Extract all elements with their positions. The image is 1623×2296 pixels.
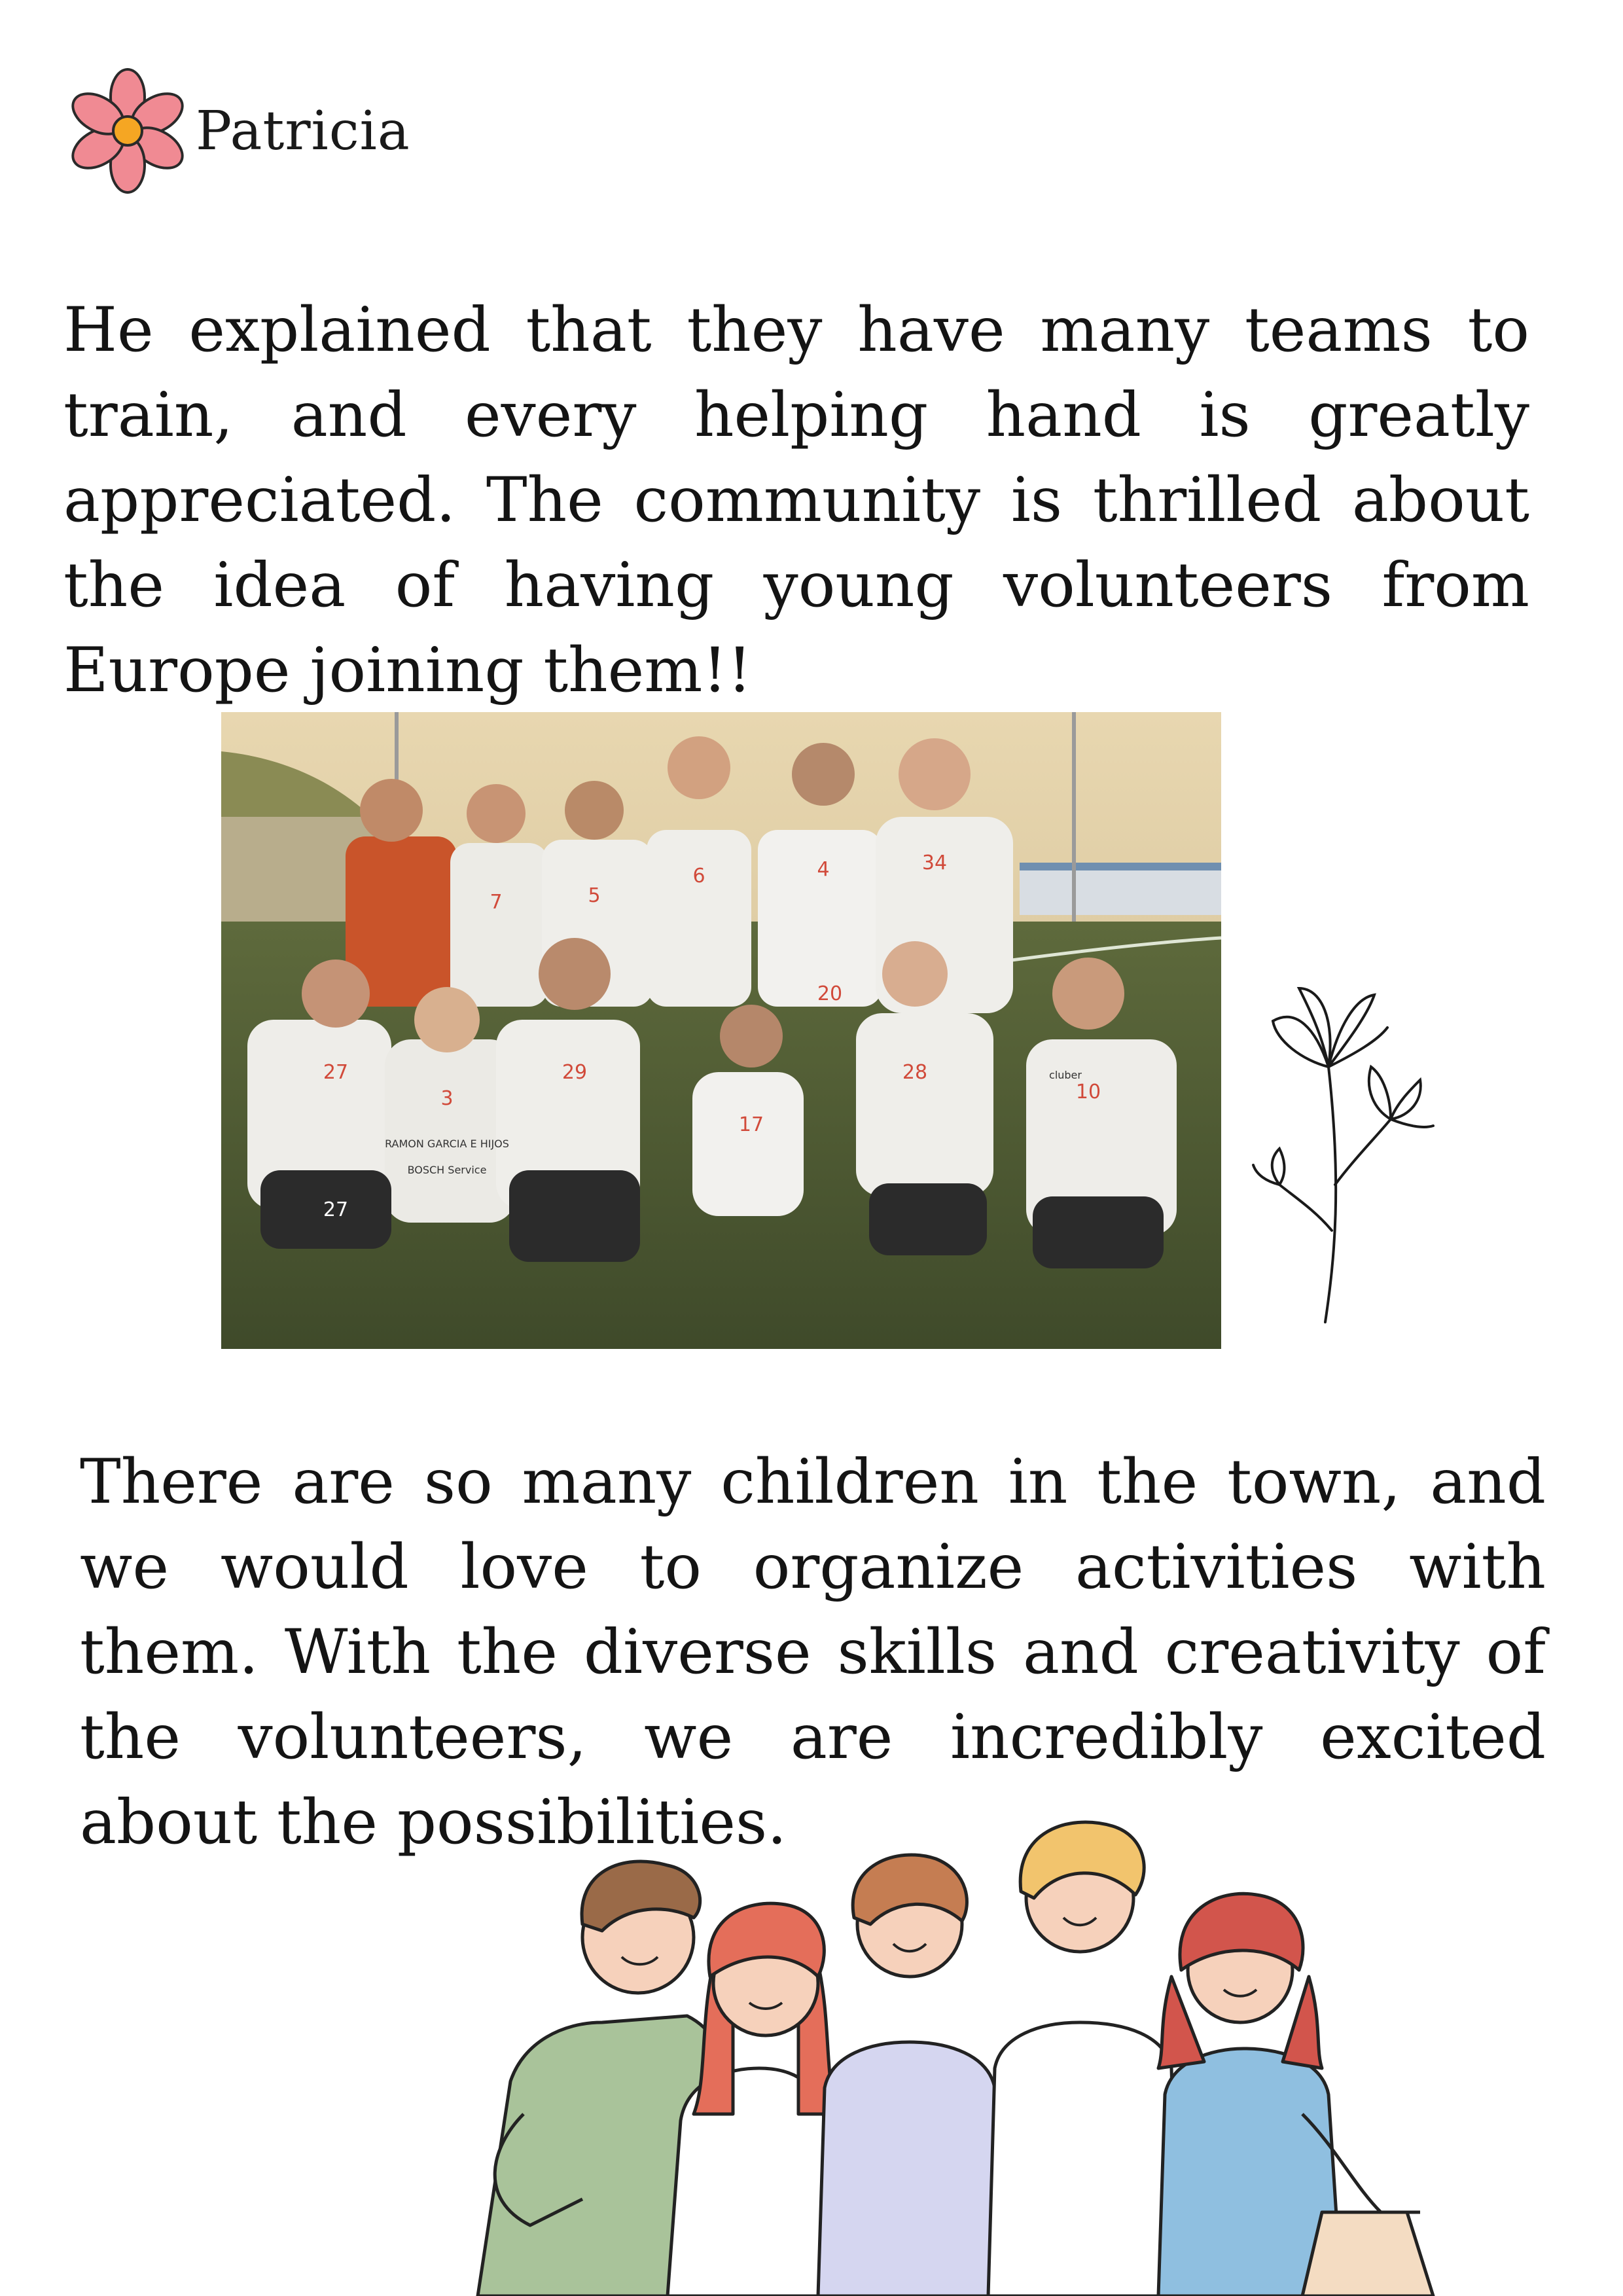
team-photo [221,712,1221,1349]
jersey-number: 3 [440,1087,454,1110]
shirt-sponsor-text: BOSCH Service [407,1164,487,1176]
person-blue-shirt [1158,1893,1433,2296]
person-red-hair [668,1903,838,2296]
jersey-number: 5 [588,884,601,907]
line-art-flower-icon [1243,969,1440,1335]
activities-paragraph: There are so many children in the town, and we would love to organize activities with them. With the diverse skills and creativity of the volunteers, we are incredibly excited about the possibilities. [80,1446,1546,1858]
jersey-number: 10 [1075,1081,1101,1103]
shirt-sponsor-text: RAMON GARCIA E HIJOS [385,1138,509,1150]
jersey-number: 29 [562,1061,588,1084]
jersey-number: 7 [490,891,503,914]
page-header [62,62,410,200]
intro-paragraph: He explained that they have many teams to train, and every helping hand is greatly appreciated. The community is thrilled about the idea of having young volunteers from Europe joining them!! [63,295,1529,706]
person-lavender-shirt [818,1855,1001,2296]
author-name: Patricia [196,99,410,162]
jersey-number: 4 [817,858,830,881]
shirt-sponsor-text: cluber [1049,1069,1082,1081]
jersey-number: 28 [902,1061,928,1084]
jersey-number: 6 [692,865,705,888]
jersey-number: 34 [921,852,948,874]
pink-flower-icon [62,62,193,200]
jersey-number: 27 [323,1061,349,1084]
volunteers-group-illustration [452,1806,1564,2296]
jersey-number: 20 [817,982,843,1005]
jersey-number: 27 [323,1198,349,1221]
jersey-number: 17 [738,1113,764,1136]
